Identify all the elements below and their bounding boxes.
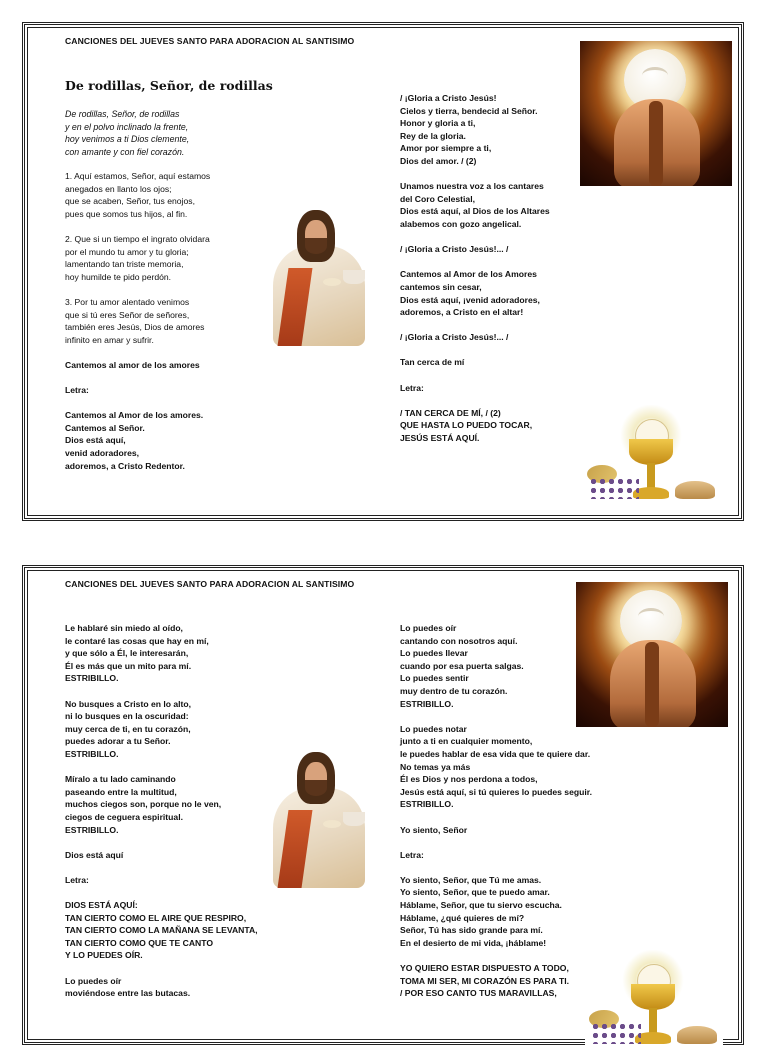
verse-block: [65, 170, 210, 220]
verse-line: TAN CIERTO COMO QUE TE CANTO: [65, 937, 214, 948]
eucharist-host-image: [580, 41, 732, 186]
verse-block: [400, 824, 592, 837]
intro-line: con amante y con fiel corazón.: [65, 147, 185, 158]
verse-line: Honor y gloria a ti,: [400, 118, 476, 129]
verse-line: Él es Dios y nos perdona a todos,: [400, 774, 538, 785]
verse-block: [400, 723, 592, 811]
verse-line: ni lo busques en la oscuridad:: [65, 711, 189, 722]
verse-line: del Coro Celestial,: [400, 193, 475, 204]
verse-line: YO QUIERO ESTAR DISPUESTO A TODO,: [400, 963, 569, 974]
verse-line: TOMA MI SER, MI CORAZÓN ES PARA TI.: [400, 975, 570, 986]
chalice-image: [585, 950, 723, 1060]
verse-block: [65, 698, 258, 761]
verse-line: Dios está aquí: [65, 849, 124, 860]
verse-line: Letra:: [65, 874, 89, 885]
verse-block: [65, 409, 210, 472]
jesus-image: [265, 750, 375, 888]
verse-line: Cielos y tierra, bendecid al Señor.: [400, 105, 538, 116]
verse-block: [65, 899, 258, 962]
verse-line: y que sólo a Él, le interesarán,: [65, 648, 189, 659]
verse-line: Yo siento, Señor, que Tú me amas.: [400, 874, 542, 885]
verse-line: muchos ciegos son, porque no le ven,: [65, 799, 222, 810]
verse-line: QUE HASTA LO PUEDO TOCAR,: [400, 420, 533, 431]
verse-line: No busques a Cristo en lo alto,: [65, 698, 192, 709]
verse-line: Y LO PUEDES OÍR.: [65, 950, 143, 961]
eucharist-host-image: [576, 582, 728, 727]
verse-line: JESÚS ESTÁ AQUÍ.: [400, 433, 480, 444]
verse-line: Letra:: [400, 382, 424, 393]
verse-block: [65, 849, 258, 862]
song-title: De rodillas, Señor, de rodillas: [65, 78, 273, 93]
verse-line: Yo siento, Señor: [400, 824, 468, 835]
verse-line: Le hablaré sin miedo al oído,: [65, 623, 183, 633]
verse-line: ciegos de ceguera espiritual.: [65, 811, 183, 822]
verse-line: moviéndose entre las butacas.: [65, 988, 191, 999]
verse-block: [65, 975, 258, 1000]
verse-line: Dios está aquí, ¡venid adoradores,: [400, 294, 540, 305]
verse-line: Háblame, Señor, que tu siervo escucha.: [400, 900, 562, 911]
verse-line: Míralo a tu lado caminando: [65, 774, 176, 785]
verse-line: hoy humilde te pido perdón.: [65, 271, 172, 282]
verse-line: Lo puedes oír: [400, 623, 457, 633]
verse-line: Tan cerca de mí: [400, 357, 465, 368]
page-2: [22, 565, 744, 1045]
verse-line: Letra:: [65, 385, 89, 396]
verse-line: 2. Que si un tiempo el ingrato olvidara: [65, 233, 210, 244]
verse-line: ESTRIBILLO.: [400, 698, 454, 709]
verse-block: [65, 384, 210, 397]
verse-line: / ¡Gloria a Cristo Jesús!: [400, 93, 497, 103]
verse-line: TAN CIERTO COMO LA MAÑANA SE LEVANTA,: [65, 925, 258, 936]
verse-line: 3. Por tu amor alentado venimos: [65, 296, 190, 307]
verse-line: No temas ya más: [400, 761, 471, 772]
page-header: CANCIONES DEL JUEVES SANTO PARA ADORACION AL SANTISIMO: [65, 36, 355, 46]
verse-line: Lo puedes notar: [400, 723, 467, 734]
verse-block: [400, 874, 592, 950]
verse-line: alabemos con gozo angelical.: [400, 218, 522, 229]
verse-line: Dios está aquí, al Dios de los Altares: [400, 206, 550, 217]
page-1: [22, 22, 744, 521]
verse-line: Cantemos al Señor.: [65, 422, 145, 433]
verse-line: Él es más que un mito para mí.: [65, 660, 192, 671]
verse-line: por el mundo tu amor y tu gloria;: [65, 246, 189, 257]
verse-block: [65, 773, 258, 836]
verse-line: Dios del amor. / (2): [400, 155, 477, 166]
verse-block: [400, 962, 592, 1000]
verse-line: ESTRIBILLO.: [65, 748, 119, 759]
verse-line: Cantemos al Amor de los Amores: [400, 269, 537, 280]
verse-line: pues que somos tus hijos, al fin.: [65, 208, 188, 219]
verse-line: 1. Aquí estamos, Señor, aquí estamos: [65, 171, 211, 181]
verse-line: que si tú eres Señor de señores,: [65, 309, 190, 320]
verse-block: [400, 331, 550, 344]
verse-line: DIOS ESTÁ AQUÍ:: [65, 900, 138, 911]
verse-line: / POR ESO CANTO TUS MARAVILLAS,: [400, 988, 557, 999]
verse-line: cuando por esa puerta salgas.: [400, 660, 524, 671]
intro-line: De rodillas, Señor, de rodillas: [65, 109, 180, 119]
verse-line: venid adoradores,: [65, 448, 140, 459]
verse-block: [400, 407, 550, 445]
verse-line: anegados en llanto los ojos;: [65, 183, 172, 194]
verse-block: [65, 233, 210, 283]
verse-line: ESTRIBILLO.: [400, 799, 454, 810]
verse-block: [400, 243, 550, 256]
verse-block: [400, 268, 550, 318]
verse-line: ESTRIBILLO.: [65, 673, 119, 684]
intro-line: hoy venimos a ti Dios clemente,: [65, 134, 190, 145]
verse-line: ESTRIBILLO.: [65, 824, 119, 835]
verse-line: paseando entre la multitud,: [65, 786, 177, 797]
verse-line: Letra:: [400, 849, 424, 860]
verse-line: cantando con nosotros aquí.: [400, 635, 518, 646]
verse-block: [400, 382, 550, 395]
jesus-image: [265, 208, 375, 346]
right-column: [400, 622, 592, 1012]
verse-line: lamentando tan triste memoria,: [65, 259, 184, 270]
verse-line: junto a ti en cualquier momento,: [400, 736, 533, 747]
chalice-image: [583, 405, 721, 515]
verse-line: Amor por siempre a ti,: [400, 143, 492, 154]
song-intro: [65, 108, 189, 159]
verse-block: [65, 622, 258, 685]
verse-line: muy cerca de ti, en tu corazón,: [65, 723, 191, 734]
left-column: [65, 622, 258, 1012]
verse-block: [400, 849, 592, 862]
verse-line: TAN CIERTO COMO EL AIRE QUE RESPIRO,: [65, 912, 247, 923]
verse-line: / TAN CERCA DE MÍ, / (2): [400, 407, 501, 418]
verse-line: / ¡Gloria a Cristo Jesús!... /: [400, 332, 509, 343]
verse-block: [400, 622, 592, 710]
verse-line: Lo puedes llevar: [400, 648, 468, 659]
verse-line: Dios está aquí,: [65, 435, 126, 446]
verse-line: que se acaben, Señor, tus enojos,: [65, 196, 195, 207]
verse-line: / ¡Gloria a Cristo Jesús!... /: [400, 244, 509, 255]
verse-block: [65, 359, 210, 372]
left-column: [65, 170, 210, 485]
verse-block: [65, 296, 210, 346]
verse-line: Jesús está aquí, si tú quieres lo puedes seguir.: [400, 786, 592, 797]
verse-line: adoremos, a Cristo en el altar!: [400, 307, 524, 318]
verse-block: [400, 180, 550, 230]
right-column: [400, 92, 550, 457]
verse-line: Rey de la gloria.: [400, 130, 466, 141]
verse-line: Lo puedes oír: [65, 975, 122, 986]
verse-line: Unamos nuestra voz a los cantares: [400, 181, 544, 192]
verse-line: le puedes hablar de esa vida que te quiere dar.: [400, 748, 591, 759]
verse-block: [400, 92, 550, 168]
page-header: CANCIONES DEL JUEVES SANTO PARA ADORACION AL SANTISIMO: [65, 579, 355, 589]
verse-line: En el desierto de mi vida, ¡háblame!: [400, 937, 547, 948]
verse-line: Lo puedes sentir: [400, 673, 469, 684]
verse-line: le contaré las cosas que hay en mí,: [65, 635, 209, 646]
verse-line: también eres Jesús, Dios de amores: [65, 322, 205, 333]
verse-line: Cantemos al amor de los amores: [65, 359, 200, 370]
verse-block: [65, 874, 258, 887]
verse-line: Señor, Tú has sido grande para mí.: [400, 925, 543, 936]
verse-line: cantemos sin cesar,: [400, 281, 482, 292]
verse-line: infinito en amar y sufrir.: [65, 334, 154, 345]
verse-block: [400, 356, 550, 369]
verse-line: Yo siento, Señor, que te puedo amar.: [400, 887, 550, 898]
verse-line: adoremos, a Cristo Redentor.: [65, 460, 185, 471]
verse-line: puedes adorar a tu Señor.: [65, 736, 171, 747]
verse-line: muy dentro de tu corazón.: [400, 685, 508, 696]
verse-line: Cantemos al Amor de los amores.: [65, 410, 204, 421]
verse-line: Háblame, ¿qué quieres de mí?: [400, 912, 525, 923]
intro-line: y en el polvo inclinado la frente,: [65, 121, 189, 132]
